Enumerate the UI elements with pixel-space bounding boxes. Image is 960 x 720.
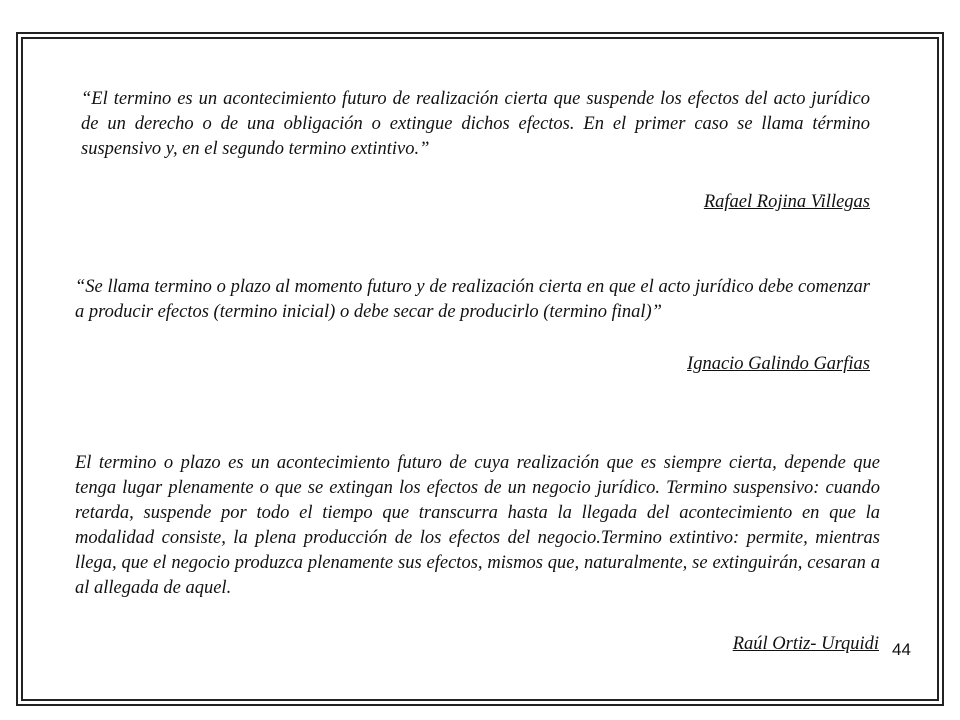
author-ortiz-urquidi: Raúl Ortiz- Urquidi xyxy=(732,634,879,654)
quote-galindo-garfias: “Se llama termino o plazo al momento futuro y de realización cierta en que el acto jurídico debe comenzar a producir efectos (termino inicial) o debe secar de producirlo (termino final)” xyxy=(75,277,870,322)
quote-rojina-villegas: “El termino es un acontecimiento futuro de realización cierta que suspende los efectos del acto jurídico de un derecho o de una obligación o extingue dichos efectos. En el primer caso se llama término suspensivo y, en el segundo termino extintivo.” xyxy=(81,89,870,159)
author-galindo-garfias: Ignacio Galindo Garfias xyxy=(687,354,870,374)
quote-ortiz-urquidi: El termino o plazo es un acontecimiento futuro de cuya realización que es siempre cierta, depende que tenga lugar plenamente o que se extingan los efectos de un negocio jurídico. Termino suspensivo: cuando retarda, suspende por todo el tiempo que transcurra hasta la llegada del acontecimiento en que la modalidad consiste, la plena producción de los efectos del negocio.Termino extintivo: permite, mientras llega, que el negocio produzca plenamente sus efectos, mismos que, naturalmente, se extinguirán, cesaran a al allegada de aquel. xyxy=(75,453,880,598)
page-number: 44 xyxy=(892,640,911,659)
author-rojina-villegas: Rafael Rojina Villegas xyxy=(703,192,870,212)
